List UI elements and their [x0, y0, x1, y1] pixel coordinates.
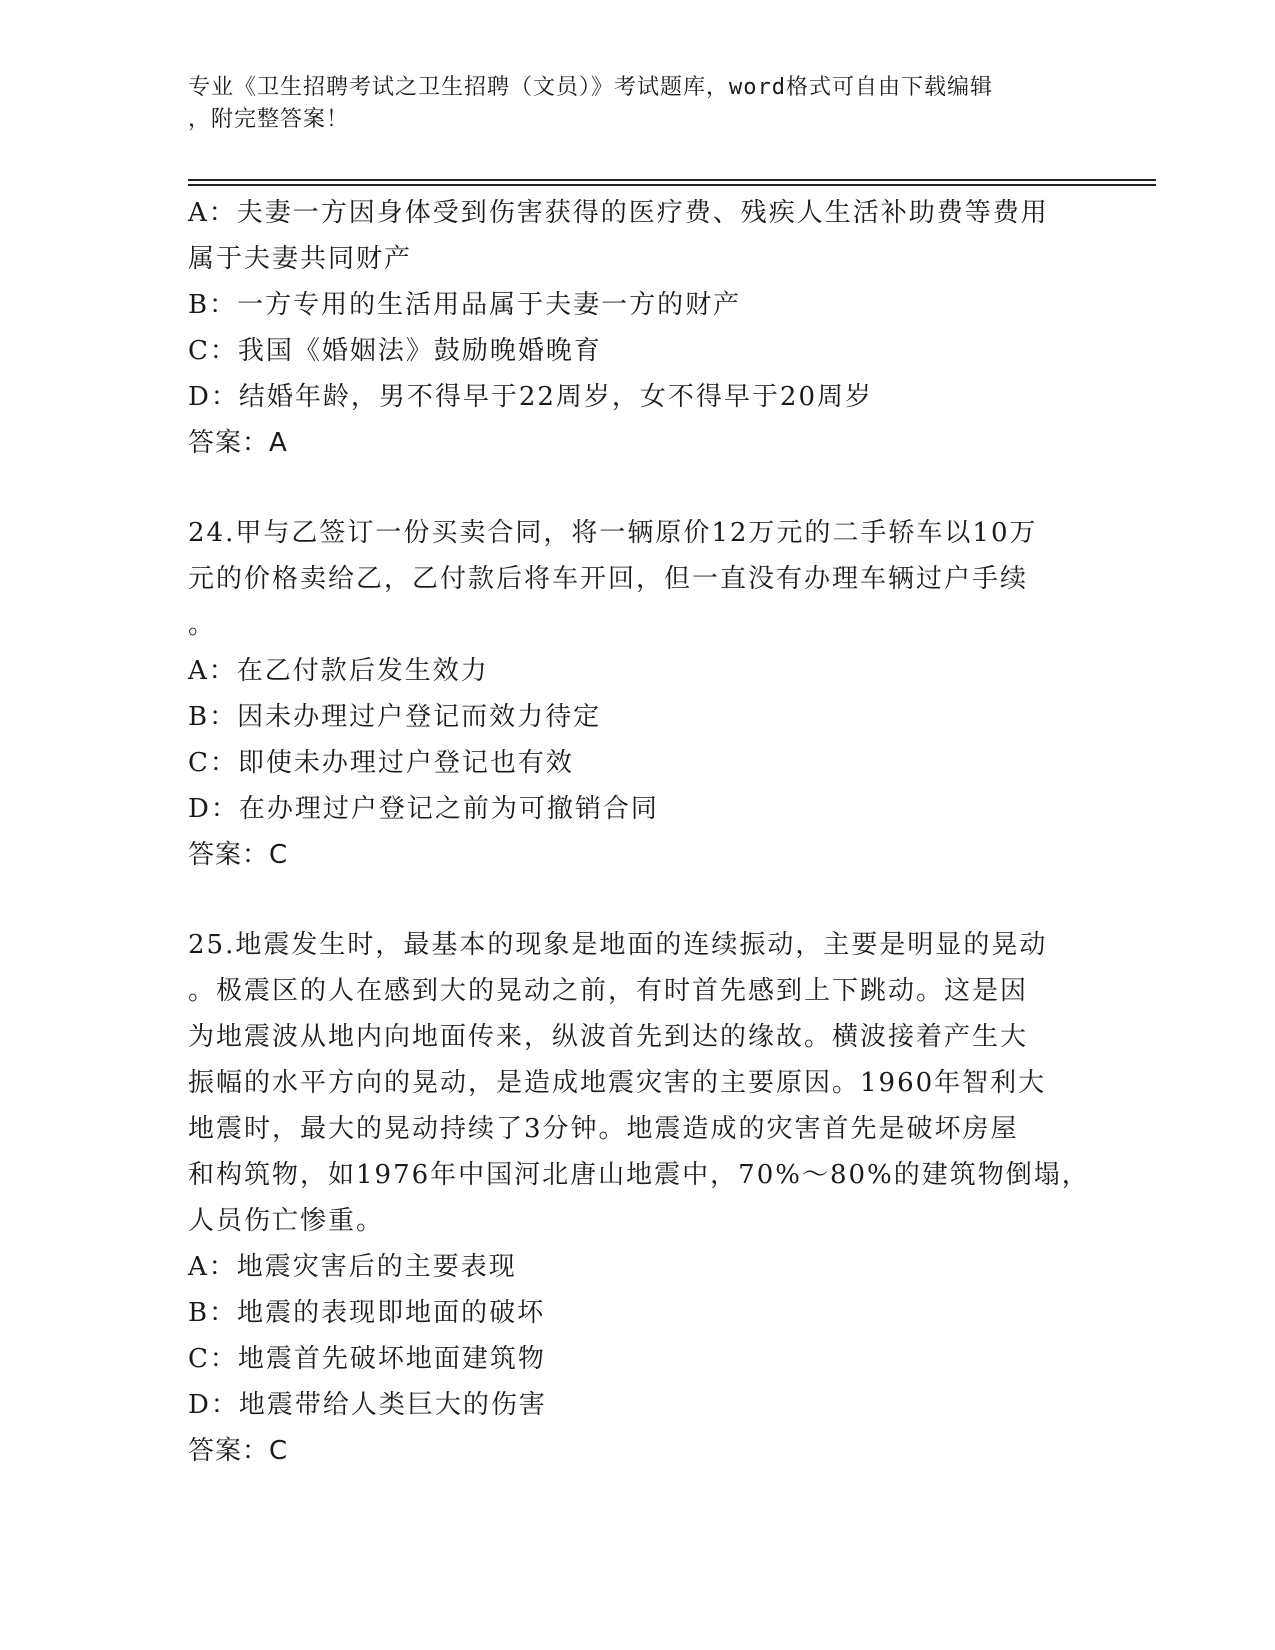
q25-option-d: D：地震带给人类巨大的伤害 — [188, 1390, 547, 1420]
q25-stem-line-1: 25.地震发生时，最基本的现象是地面的连续振动，主要是明显的晃动 — [188, 930, 1048, 960]
q24-stem-line-1: 24.甲与乙签订一份买卖合同，将一辆原价12万元的二手轿车以10万 — [188, 518, 1038, 548]
question-content — [188, 190, 1088, 1474]
question-24 — [188, 510, 1088, 878]
q25-answer: 答案：C — [188, 1436, 289, 1466]
q25-option-c: C：地震首先破坏地面建筑物 — [188, 1344, 546, 1374]
q24-option-b: B：因未办理过户登记而效力待定 — [188, 702, 602, 732]
q24-answer: 答案：C — [188, 840, 289, 870]
q25-stem-line-2: 。极震区的人在感到大的晃动之前，有时首先感到上下跳动。这是因 — [188, 976, 1029, 1006]
q23-option-a-line-2: 属于夫妻共同财产 — [188, 244, 413, 274]
q24-option-c: C：即使未办理过户登记也有效 — [188, 748, 574, 778]
question-spacer — [188, 466, 1088, 510]
header-line-2: ，附完整答案！ — [188, 107, 350, 132]
question-23 — [188, 190, 1088, 466]
q23-option-c: C：我国《婚姻法》鼓励晚婚晚育 — [188, 336, 602, 366]
q24-stem-line-2: 元的价格卖给乙，乙付款后将车开回，但一直没有办理车辆过户手续 — [188, 564, 1029, 594]
q25-stem-line-4: 振幅的水平方向的晃动，是造成地震灾害的主要原因。1960年智利大 — [188, 1068, 1047, 1098]
header-line-1: 专业《卫生招聘考试之卫生招聘（文员）》考试题库，word格式可自由下载编辑 — [188, 75, 993, 100]
question-25 — [188, 922, 1088, 1474]
q25-option-a: A：地震灾害后的主要表现 — [188, 1252, 517, 1282]
question-spacer — [188, 878, 1088, 922]
q25-stem-line-3: 为地震波从地内向地面传来，纵波首先到达的缘故。横波接着产生大 — [188, 1022, 1029, 1052]
q24-option-d: D：在办理过户登记之前为可撤销合同 — [188, 794, 659, 824]
q24-stem-line-3: 。 — [188, 610, 217, 640]
q23-option-a-line-1: A：夫妻一方因身体受到伤害获得的医疗费、残疾人生活补助费等费用 — [188, 198, 1049, 228]
q23-option-d: D：结婚年龄，男不得早于22周岁，女不得早于20周岁 — [188, 382, 874, 412]
q23-option-b: B：一方专用的生活用品属于夫妻一方的财产 — [188, 290, 742, 320]
q25-stem-line-7: 人员伤亡惨重。 — [188, 1206, 385, 1236]
document-header — [188, 72, 1088, 136]
header-rule-bottom — [188, 184, 1156, 186]
q24-option-a: A：在乙付款后发生效力 — [188, 656, 489, 686]
q25-option-b: B：地震的表现即地面的破坏 — [188, 1298, 546, 1328]
q25-stem-line-5: 地震时，最大的晃动持续了3分钟。地震造成的灾害首先是破坏房屋 — [188, 1114, 1019, 1144]
q25-stem-line-6: 和构筑物，如1976年中国河北唐山地震中，70%～80%的建筑物倒塌， — [188, 1160, 1090, 1190]
header-rule-top — [188, 179, 1156, 181]
q23-answer: 答案：A — [188, 428, 288, 458]
